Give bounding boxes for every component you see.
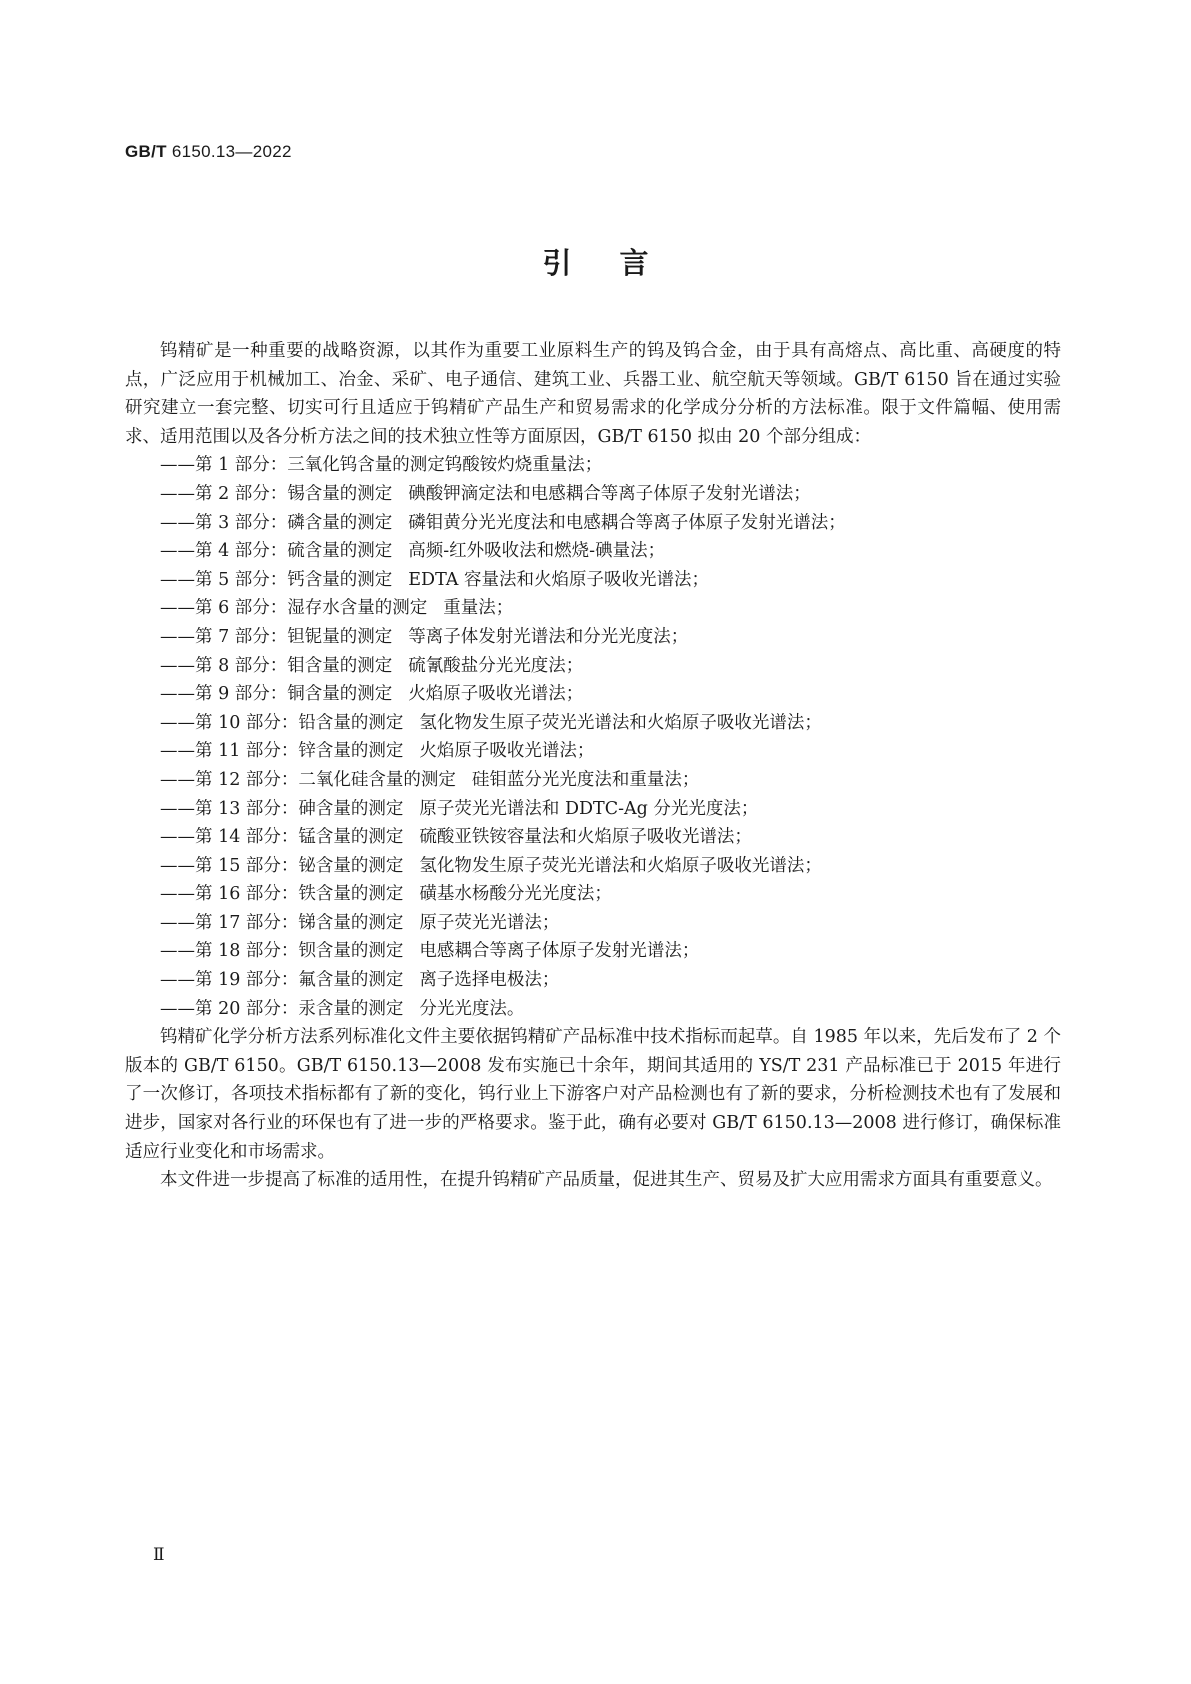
part-method: 磷钼黄分光光度法和电感耦合等离子体原子发射光谱法；	[408, 512, 846, 533]
part-label: ——第 19 部分：氟含量的测定	[160, 970, 404, 991]
part-label: ——第 10 部分：铅含量的测定	[160, 712, 404, 733]
list-item	[125, 509, 1061, 538]
list-item	[125, 709, 1061, 738]
list-item	[125, 852, 1061, 881]
list-item	[125, 594, 1061, 623]
list-item	[125, 737, 1061, 766]
revision-paragraph: 钨精矿化学分析方法系列标准化文件主要依据钨精矿产品标准中技术指标而起草。自 1985 年以来，先后发布了 2 个版本的 GB/T 6150。GB/T 6150.13—2008 发布实施已十余年，期间其适用的 YS/T 231 产品标准已于 2015 年进行了一次修订，各项技术指标都有了新的变化，钨行业上下游客户对产品检测也有了新的要求，分析检测技术也有了发展和进步，国家对各行业的环保也有了进一步的严格要求。鉴于此，确有必要对 GB/T 6150.13—2008 进行修订，确保标准适应行业变化和市场需求。	[125, 1027, 1061, 1162]
part-method: 碘酸钾滴定法和电感耦合等离子体原子发射光谱法；	[408, 483, 811, 504]
part-label: ——第 18 部分：钡含量的测定	[160, 941, 404, 962]
part-method: 火焰原子吸收光谱法；	[408, 684, 584, 705]
part-label: ——第 7 部分：钽铌量的测定	[160, 626, 393, 647]
part-label: ——第 15 部分：铋含量的测定	[160, 855, 404, 876]
page-title: 引言	[542, 246, 697, 280]
part-label: ——第 13 部分：砷含量的测定	[160, 798, 404, 819]
document-body	[125, 337, 1061, 1195]
list-item	[125, 823, 1061, 852]
part-method: 高频-红外吸收法和燃烧-碘量法；	[408, 541, 666, 562]
part-method: 火焰原子吸收光谱法；	[419, 741, 595, 762]
part-label: ——第 8 部分：钼含量的测定	[160, 655, 393, 676]
part-label: ——第 3 部分：磷含量的测定	[160, 512, 393, 533]
document-code	[125, 142, 292, 162]
part-label: ——第 12 部分：二氧化硅含量的测定	[160, 769, 456, 790]
part-method: 原子荧光光谱法和 DDTC-Ag 分光光度法；	[419, 798, 759, 819]
part-label: ——第 1 部分：三氧化钨含量的测定	[160, 455, 445, 476]
list-item	[125, 623, 1061, 652]
list-item	[125, 795, 1061, 824]
list-item	[125, 995, 1061, 1024]
part-label: ——第 9 部分：铜含量的测定	[160, 684, 393, 705]
part-method: EDTA 容量法和火焰原子吸收光谱法；	[408, 569, 709, 590]
part-label: ——第 4 部分：硫含量的测定	[160, 541, 393, 562]
part-label: ——第 2 部分：锡含量的测定	[160, 483, 393, 504]
part-method: 硫酸亚铁铵容量法和火焰原子吸收光谱法；	[419, 827, 752, 848]
document-code-prefix: GB/T	[125, 142, 167, 161]
part-label: ——第 14 部分：锰含量的测定	[160, 827, 404, 848]
part-method: 磺基水杨酸分光光度法；	[419, 884, 612, 905]
part-label: ——第 16 部分：铁含量的测定	[160, 884, 404, 905]
part-method: 离子选择电极法；	[419, 970, 560, 991]
part-method: 电感耦合等离子体原子发射光谱法；	[419, 941, 700, 962]
part-label: ——第 5 部分：钙含量的测定	[160, 569, 393, 590]
part-method: 硅钼蓝分光光度法和重量法；	[471, 769, 700, 790]
part-label: ——第 17 部分：锑含量的测定	[160, 912, 404, 933]
part-method: 原子荧光光谱法；	[419, 912, 560, 933]
part-label: ——第 11 部分：锌含量的测定	[160, 741, 404, 762]
part-method: 氢化物发生原子荧光光谱法和火焰原子吸收光谱法；	[419, 712, 822, 733]
document-code-number: 6150.13—2022	[171, 142, 292, 161]
part-label: ——第 20 部分：汞含量的测定	[160, 998, 404, 1019]
part-method: 钨酸铵灼烧重量法；	[444, 455, 603, 476]
list-item	[125, 909, 1061, 938]
list-item	[125, 451, 1061, 480]
list-item	[125, 652, 1061, 681]
part-method: 重量法；	[443, 598, 514, 619]
list-item	[125, 880, 1061, 909]
part-method: 氢化物发生原子荧光光谱法和火焰原子吸收光谱法；	[419, 855, 822, 876]
part-method: 硫氰酸盐分光光度法；	[408, 655, 584, 676]
parts-list	[125, 451, 1061, 1023]
part-method: 分光光度法。	[419, 998, 525, 1019]
list-item	[125, 937, 1061, 966]
part-method: 等离子体发射光谱法和分光光度法；	[408, 626, 689, 647]
page-number: Ⅱ	[153, 1545, 165, 1564]
list-item	[125, 680, 1061, 709]
list-item	[125, 566, 1061, 595]
part-label: ——第 6 部分：湿存水含量的测定	[160, 598, 428, 619]
list-item	[125, 966, 1061, 995]
list-item	[125, 537, 1061, 566]
list-item	[125, 480, 1061, 509]
closing-paragraph: 本文件进一步提高了标准的适用性，在提升钨精矿产品质量，促进其生产、贸易及扩大应用需求方面具有重要意义。	[160, 1170, 1053, 1191]
intro-paragraph: 钨精矿是一种重要的战略资源，以其作为重要工业原料生产的钨及钨合金，由于具有高熔点、高比重、高硬度的特点，广泛应用于机械加工、冶金、采矿、电子通信、建筑工业、兵器工业、航空航天等领域。GB/T 6150 旨在通过实验研究建立一套完整、切实可行且适应于钨精矿产品生产和贸易需求的化学成分分析的方法标准。限于文件篇幅、使用需求、适用范围以及各分析方法之间的技术独立性等方面原因，GB/T 6150 拟由 20 个部分组成：	[125, 341, 1061, 447]
list-item	[125, 766, 1061, 795]
